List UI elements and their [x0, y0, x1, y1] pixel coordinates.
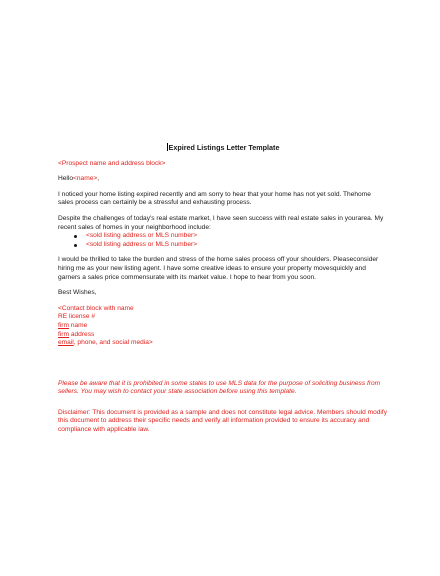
paragraph-market: Despite the challenges of today's real estate market, I have seen success with real estate sales in yourarea. My recent sales of homes in your neighborhood include:: [58, 214, 384, 231]
greeting-prefix: Hello: [58, 175, 74, 183]
contact-line-license: RE license #: [58, 313, 96, 321]
paragraph-pitch: I would be thrilled to take the burden and stress of the home sales process off your shoulders. Pleaseconsider hiring me as your new listing agent. I have some creative ideas to ensure your property movesquickly and garners a sales price commensurate with its market value. I hope to hear from you soon.: [58, 256, 379, 281]
document-title: [58, 143, 388, 153]
firm-word: firm: [58, 321, 69, 329]
contact-block: [58, 305, 388, 348]
email-rest: , phone, and social media>: [73, 339, 153, 347]
closing: Best Wishes,: [58, 289, 97, 297]
contact-line-firm-address: [58, 331, 388, 340]
greeting: [58, 175, 388, 184]
prospect-block: <Prospect name and address block>: [58, 159, 166, 167]
greeting-suffix: ,: [97, 175, 100, 183]
sold-listings-list: [58, 232, 388, 249]
list-item: <sold listing address or MLS number>: [72, 232, 388, 241]
contact-line-firm-name: [58, 322, 388, 331]
paragraph-intro: I noticed your home listing expired recently and am sorry to hear that your home has not yet sold. Thehome sales process can certainly be a stressful and exhausting process.: [58, 190, 371, 207]
list-item: <sold listing address or MLS number>: [72, 241, 388, 250]
contact-line-email: [58, 339, 388, 348]
disclaimer: Disclaimer: This document is provided as a sample and does not constitute legal advice. Members should modify this document to address their specific needs and verify all information provided to ensure its accuracy and compliance with applicable law.: [58, 408, 387, 434]
email-word: email: [58, 339, 74, 347]
warning-note: Please be aware that it is prohibited in some states to use MLS data for the purpose of soliciting business from sellers. You may wish to contact your state association before using this template.: [58, 379, 381, 396]
contact-line-name: <Contact block with name: [58, 304, 134, 312]
firm-address-rest: address: [69, 330, 95, 338]
text-cursor: [167, 143, 168, 151]
letter-body: [58, 143, 388, 442]
firm-word: firm: [58, 330, 69, 338]
document-title-text: Expired Listings Letter Template: [168, 143, 280, 152]
greeting-name-placeholder: <name>: [73, 175, 98, 183]
firm-name-rest: name: [69, 321, 88, 329]
